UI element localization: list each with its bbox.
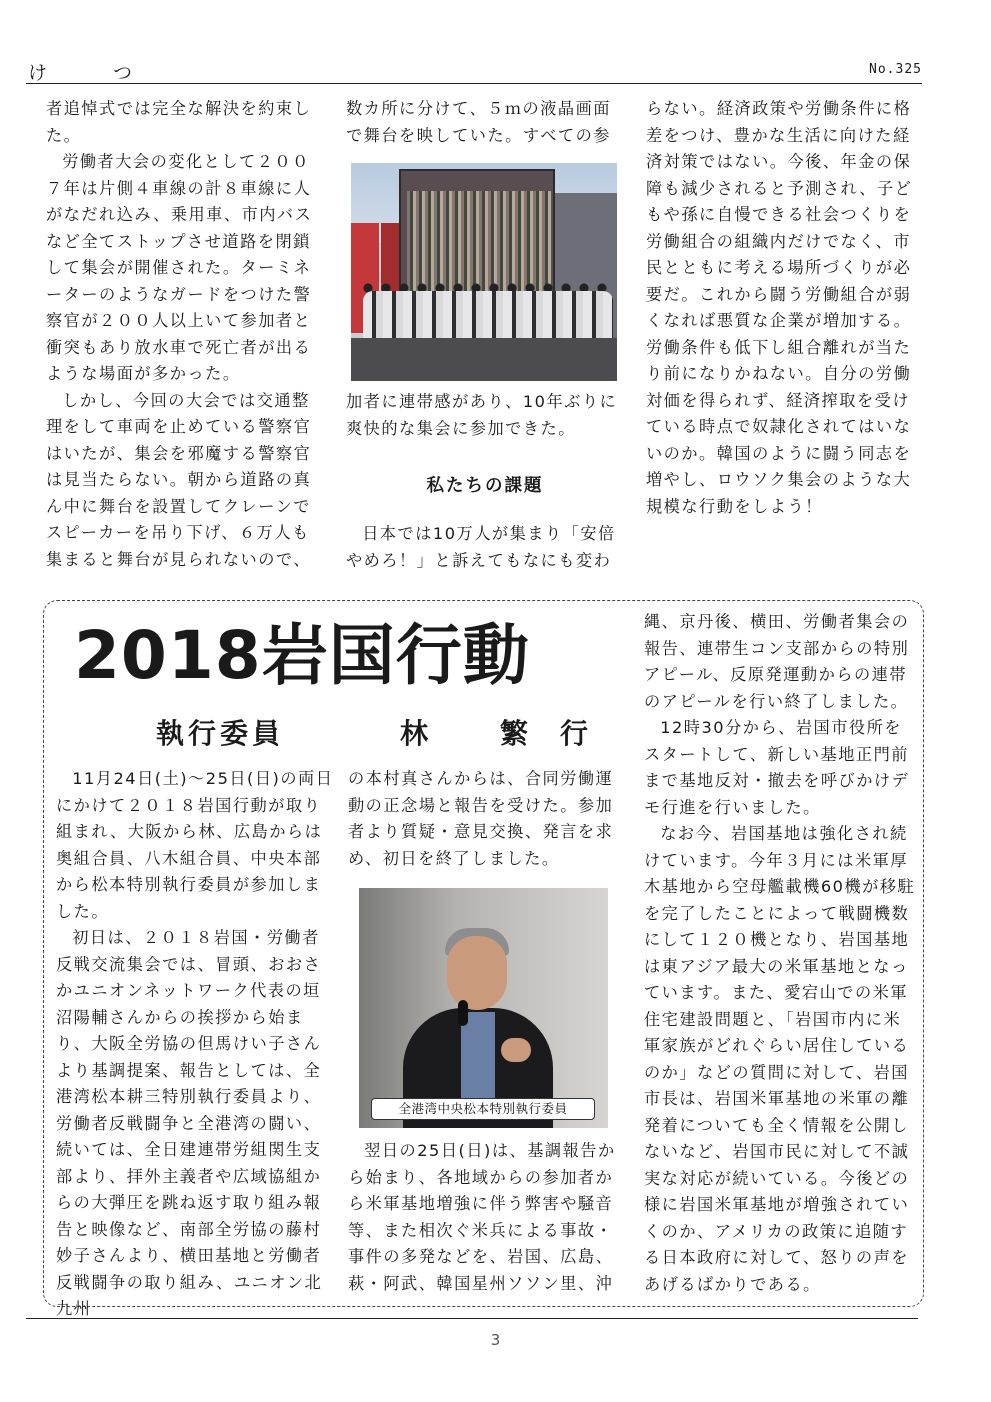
article-column-3 xyxy=(644,609,916,1298)
page-header xyxy=(26,56,924,86)
article-title: 2018岩国行動 xyxy=(74,617,530,694)
paragraph: 縄、京丹後、横田、労働者集会の報告、連帯生コン支部からの特別アピール、反原発運動からの連帯のアピールを行い終了しました。 xyxy=(644,612,910,711)
paragraph: 数カ所に分けて、５ｍの液晶画面で舞台を映していた。すべての参 xyxy=(346,99,611,145)
paragraph: なお今、岩国基地は強化され続けています。今年３月には米軍厚木基地から空母艦載機60機が移駐を完了したことによって戦闘機数にして１２０機となり、岩国基地は東アジア最大の米軍基地となっています。また、愛宕山での米軍住宅建設問題と、「岩国市内に米軍家族がどれぐらい居住しているのか」などの質問に対して、岩国市長は、岩国米軍基地の米軍の離発着についても全く情報を公開しないなど、岩国市民に対して不誠実な対応が続いている。今後どの様に岩国米軍基地が増強されていくのか、アメリカの政策に追随する日本政府に対して、怒りの声をあげるばかりである。 xyxy=(644,824,916,1294)
byline-name-part: 繁 xyxy=(500,717,533,750)
top-article-column-2 xyxy=(346,96,624,149)
photo-stage xyxy=(351,338,617,381)
photo-caption: 全港湾中央松本特別執行委員 xyxy=(371,1098,595,1120)
photo-shirt xyxy=(461,1012,495,1102)
byline-name-part: 行 xyxy=(560,717,593,750)
section-subheading: 私たちの課題 xyxy=(426,476,544,496)
article-byline xyxy=(156,712,608,752)
top-article-column-1 xyxy=(46,96,326,573)
top-article-column-2-mid xyxy=(346,389,624,442)
byline-name-part: 林 xyxy=(400,717,433,750)
paragraph: 労働者大会の変化として２００７年は片側４車線の計８車線に人がなだれ込み、乗用車、市内バスなど全てストップさせ道路を閉鎖して集会が開催された。ターミネーターのようなガードをつけた警察官が２００人以上いて参加者と衝突もあり放水車で死亡者が出るような場面が多かった。 xyxy=(46,152,313,383)
paragraph: 11月24日(土)～25日(日)の両日にかけて２０１８岩国行動が取り組まれ、大阪から林、広島からは奥組合員、八木組合員、中央本部から松本特別執行委員が参加しました。 xyxy=(56,769,334,921)
newsletter-title xyxy=(28,58,134,85)
photo-crowd xyxy=(407,191,551,291)
paragraph: 日本では10万人が集まり「安倍やめろ！」と訴えてもなにも変わ xyxy=(346,524,616,570)
footer-rule xyxy=(26,1318,918,1319)
top-article-column-2-bottom xyxy=(346,521,624,574)
paragraph: 者追悼式では完全な解決を約束した。 xyxy=(46,99,312,145)
paragraph: 加者に連帯感があり、10年ぶりに爽快的な集会に参加できた。 xyxy=(346,392,618,438)
article-column-2 xyxy=(348,766,624,872)
byline-role: 執行委員 xyxy=(156,717,285,750)
header-rule xyxy=(26,83,922,84)
title-char-2: つ xyxy=(113,62,135,84)
paragraph: 12時30分から、岩国市役所をスタートして、新しい基地正門前まで基地反対・撤去を呼びかけデモ行進を行いました。 xyxy=(644,718,910,817)
paragraph: らない。経済政策や労働条件に格差をつけ、豊かな生活に向けた経済対策ではない。今後、年金の保障も減少されると予測され、子どもや孫に自慢できる社会つくりを労働組合の組織内だけでなく、市民とともに考える場所づくりが必要だ。これから闘う労働組合が弱くなれば悪質な企業が増加する。労働条件も低下し組合離れが当たり前になりかねない。自分の労働対価を得られず、経済搾取を受けている時点で奴隷化されてはいないのか。韓国のように闘う同志を増やし、ロウソク集会のような大規模な行動をしよう！ xyxy=(646,99,913,516)
title-char-1: け xyxy=(28,62,50,84)
page-number: 3 xyxy=(490,1331,501,1349)
photo-lcd-screen xyxy=(399,169,555,299)
issue-number: No.325 xyxy=(869,62,922,77)
paragraph: しかし、今回の大会では交通整理をして車両を止めている警察官はいたが、集会を邪魔する警察官は見当たらない。朝から道路の真ん中に舞台を設置してクレーンでスピーカーを吊り下げ、６万人も集まると舞台が見られないので、 xyxy=(46,390,312,569)
article-column-2-bottom xyxy=(348,1138,624,1297)
photo-hand xyxy=(501,1038,531,1062)
paragraph: 翌日の25日(日)は、基調報告から始まり、各地域からの参加者から米軍基地増強に伴う弊害や騒音等、また相次ぐ米兵による事故・事件の多発などを、岩国、広島、萩・阿武、韓国星州ソソン里、沖 xyxy=(348,1141,616,1293)
speaker-photo xyxy=(359,888,608,1128)
paragraph: 初日は、２０１８岩国・労働者反戦交流集会では、冒頭、おおさかユニオンネットワーク代表の垣沼陽輔さんからの挨拶から始まり、大阪全労協の但馬けい子さんより基調提案、報告としては、全港湾松本耕三特別執行委員より、労働者反戦闘争と全港湾の闘い、続いては、全日建連帯労組関生支部より、拝外主義者や広域協組からの大弾圧を跳ね返す取り組み報告と映像など、南部全労協の藤村妙子さんより、横田基地と労働者反戦闘争の取り組み、ユニオン北九州 xyxy=(56,928,323,1318)
top-article-column-3 xyxy=(646,96,926,520)
article-column-1 xyxy=(56,766,334,1323)
microphone-icon xyxy=(458,1000,468,1026)
rally-photo xyxy=(351,163,617,381)
paragraph: の本村真さんからは、合同労働運動の正念場と報告を受けた。参加者より質疑・意見交換、発言を求め、初日を終了しました。 xyxy=(348,769,614,868)
photo-face xyxy=(447,936,507,1010)
